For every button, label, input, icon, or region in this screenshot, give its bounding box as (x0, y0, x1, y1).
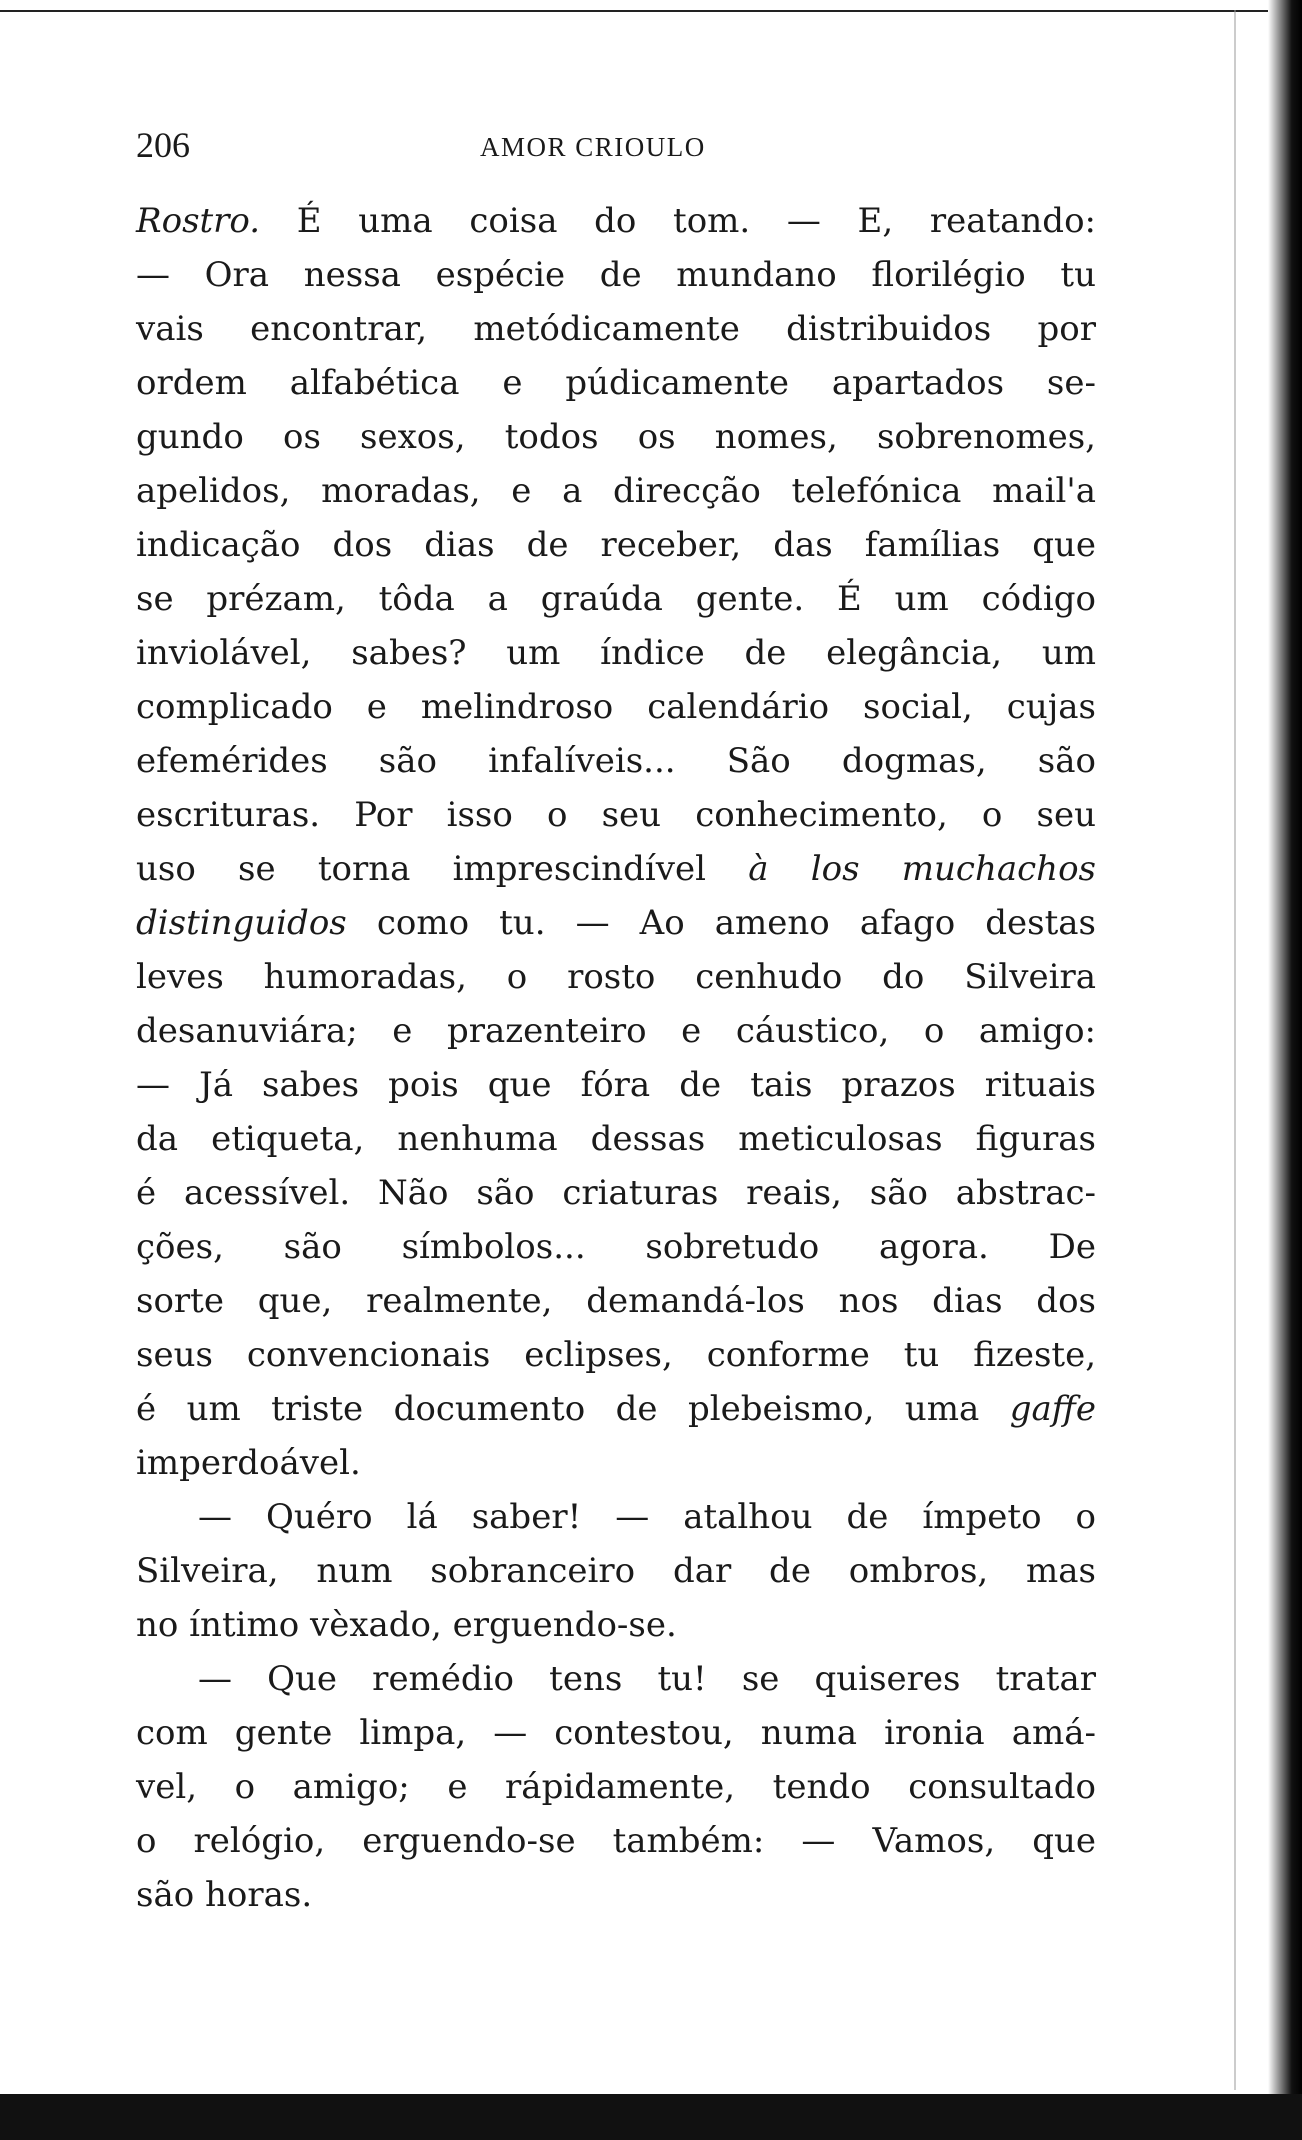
text-segment: ordem alfabética e púdicamente apartados se- (136, 363, 1096, 403)
text-segment: uso se torna imprescindível (136, 849, 749, 889)
text-segment: É uma coisa do tom. — E, reatando: (260, 201, 1096, 241)
page-binding-edge (1268, 0, 1302, 2094)
text-line (136, 248, 1096, 302)
text-line (136, 1706, 1096, 1760)
text-segment: é acessível. Não são criaturas reais, são abstrac- (136, 1173, 1096, 1213)
text-segment: vais encontrar, metódicamente distribuidos por (136, 309, 1096, 349)
text-segment: — Quéro lá saber! — atalhou de ímpeto o (198, 1497, 1096, 1537)
text-segment: é um triste documento de plebeismo, uma (136, 1389, 1010, 1429)
italic-text: gaffe (1009, 1389, 1096, 1429)
text-line (136, 1004, 1096, 1058)
text-segment: no íntimo vèxado, erguendo-se. (136, 1605, 677, 1645)
text-segment: vel, o amigo; e rápidamente, tendo consultado (136, 1767, 1096, 1807)
italic-text: à los muchachos (748, 849, 1096, 889)
text-line (136, 1274, 1096, 1328)
text-segment: escrituras. Por isso o seu conhecimento, o seu (136, 795, 1096, 835)
text-line (136, 1544, 1096, 1598)
text-line (136, 1652, 1096, 1706)
text-line (136, 1382, 1096, 1436)
text-line (136, 734, 1096, 788)
text-segment: com gente limpa, — contestou, numa ironia amá- (136, 1713, 1096, 1753)
text-line (136, 842, 1096, 896)
text-segment: sorte que, realmente, demandá-los nos dias dos (136, 1281, 1096, 1321)
text-line (136, 1760, 1096, 1814)
text-line (136, 1328, 1096, 1382)
text-line (136, 680, 1096, 734)
text-line (136, 356, 1096, 410)
text-line (136, 1058, 1096, 1112)
text-line (136, 1112, 1096, 1166)
text-line (136, 302, 1096, 356)
text-segment: o relógio, erguendo-se também: — Vamos, que (136, 1821, 1096, 1861)
text-segment: imperdoável. (136, 1443, 361, 1483)
text-segment: efemérides são infalíveis... São dogmas, são (136, 741, 1096, 781)
text-line (136, 896, 1096, 950)
text-segment: indicação dos dias de receber, das famílias que (136, 525, 1096, 565)
text-segment: como tu. — Ao ameno afago destas (346, 903, 1096, 943)
italic-text: distinguidos (136, 903, 347, 943)
text-segment: Silveira, num sobranceiro dar de ombros, mas (136, 1551, 1096, 1591)
page-header (136, 124, 1096, 174)
text-segment: desanuviára; e prazenteiro e cáustico, o amigo: (136, 1011, 1096, 1051)
text-line (136, 788, 1096, 842)
italic-text: Rostro. (136, 201, 261, 241)
top-edge-rule (0, 0, 1302, 12)
text-line (136, 1598, 1096, 1652)
text-segment: gundo os sexos, todos os nomes, sobrenomes, (136, 417, 1096, 457)
text-segment: seus convencionais eclipses, conforme tu fizeste, (136, 1335, 1096, 1375)
text-line (136, 1490, 1096, 1544)
text-segment: — Ora nessa espécie de mundano florilégio tu (136, 255, 1096, 295)
bottom-edge-band (0, 2094, 1302, 2140)
text-segment: apelidos, moradas, e a direcção telefónica mail'a (136, 471, 1096, 511)
text-line (136, 410, 1096, 464)
text-line (136, 464, 1096, 518)
page-number: 206 (136, 125, 190, 165)
text-line (136, 1220, 1096, 1274)
body-text (136, 194, 1096, 1922)
text-line (136, 950, 1096, 1004)
text-segment: inviolável, sabes? um índice de elegância, um (136, 633, 1096, 673)
text-line (136, 518, 1096, 572)
text-line (136, 572, 1096, 626)
text-segment: — Que remédio tens tu! se quiseres tratar (198, 1659, 1096, 1699)
text-segment: leves humoradas, o rosto cenhudo do Silveira (136, 957, 1096, 997)
text-segment: — Já sabes pois que fóra de tais prazos rituais (136, 1065, 1096, 1105)
text-segment: são horas. (136, 1875, 313, 1915)
text-line (136, 1436, 1096, 1490)
running-head-title: AMOR CRIOULO (480, 132, 706, 162)
text-segment: ções, são símbolos... sobretudo agora. De (136, 1227, 1096, 1267)
text-line (136, 1868, 1096, 1922)
text-line (136, 626, 1096, 680)
text-line (136, 1166, 1096, 1220)
text-segment: complicado e melindroso calendário social, cujas (136, 687, 1096, 727)
text-line (136, 194, 1096, 248)
page-fold-shadow (1234, 10, 1236, 2090)
text-line (136, 1814, 1096, 1868)
text-segment: da etiqueta, nenhuma dessas meticulosas figuras (136, 1119, 1096, 1159)
text-segment: se prézam, tôda a graúda gente. É um código (136, 579, 1096, 619)
